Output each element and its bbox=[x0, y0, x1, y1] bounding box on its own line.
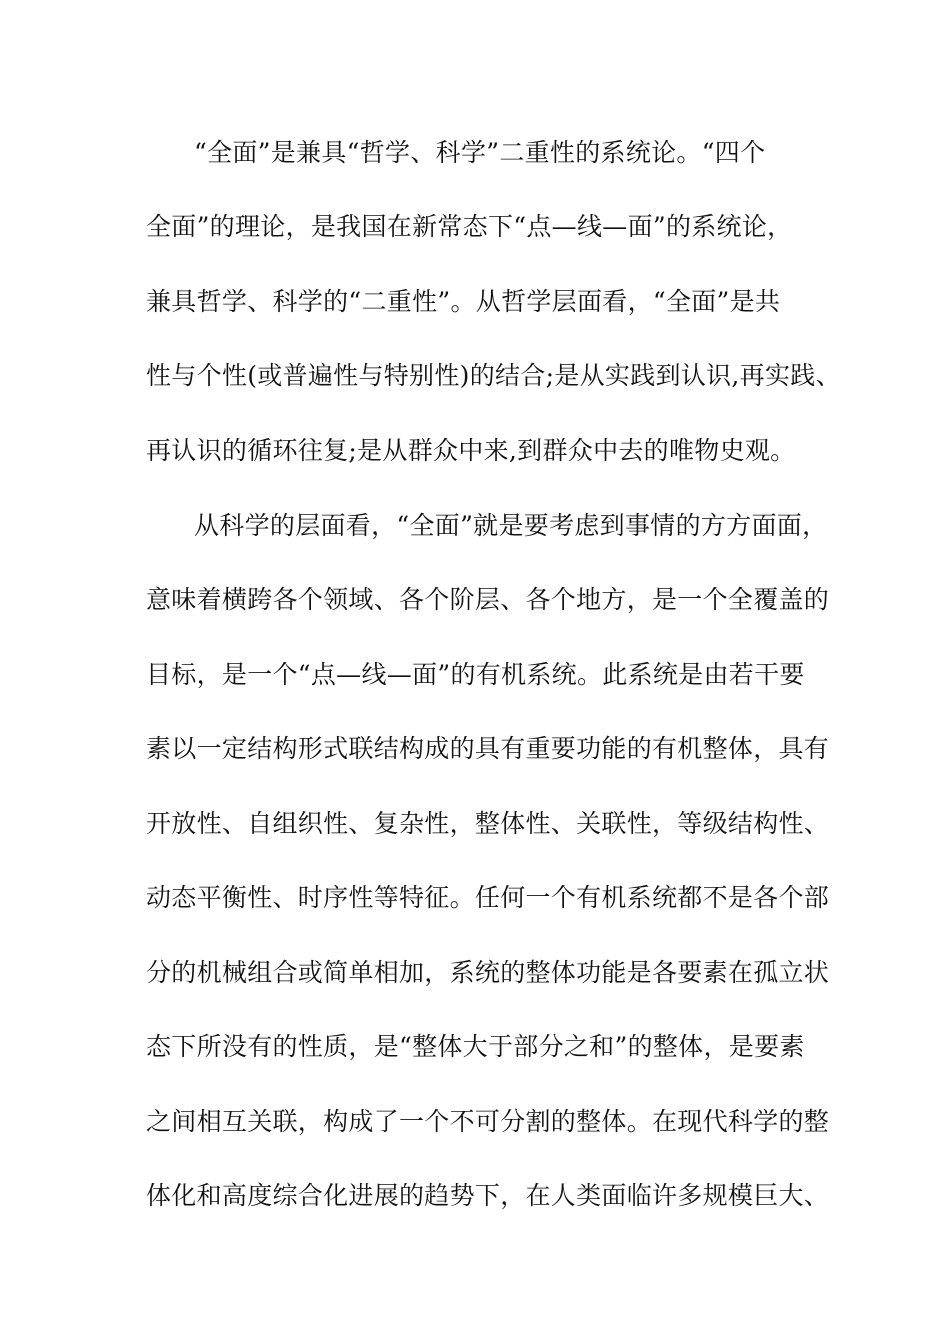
paragraph-2-line-3: 目标，是一个“点—线—面”的有机系统。此系统是由若干要 bbox=[146, 660, 805, 689]
paragraph-1-line-2: 全面”的理论，是我国在新常态下“点—线—面”的系统论， bbox=[146, 212, 793, 241]
paragraph-2-line-8: 态下所没有的性质，是“整体大于部分之和”的整体，是要素 bbox=[146, 1032, 805, 1061]
paragraph-1-line-3: 兼具哲学、科学的“二重性”。从哲学层面看，“全面”是共 bbox=[146, 287, 781, 316]
paragraph-2-line-9: 之间相互关联，构成了一个不可分割的整体。在现代科学的整 bbox=[146, 1107, 830, 1136]
paragraph-2-line-4: 素以一定结构形式联结构成的具有重要功能的有机整体，具有 bbox=[146, 734, 830, 763]
paragraph-1-line-1: “全面”是兼具“哲学、科学”二重性的系统论。“四个 bbox=[194, 138, 766, 167]
paragraph-2-line-10: 体化和高度综合化进展的趋势下，在人类面临许多规模巨大、 bbox=[146, 1181, 830, 1210]
paragraph-2-line-6: 动态平衡性、时序性等特征。任何一个有机系统都不是各个部 bbox=[146, 883, 830, 912]
paragraph-2-line-5: 开放性、自组织性、复杂性，整体性、关联性，等级结构性、 bbox=[146, 809, 830, 838]
paragraph-2-line-2: 意味着横跨各个领域、各个阶层、各个地方，是一个全覆盖的 bbox=[146, 585, 830, 614]
paragraph-1-line-4: 性与个性(或普遍性与特别性)的结合;是从实践到认识,再实践、 bbox=[146, 361, 841, 390]
paragraph-1-line-5: 再认识的循环往复;是从群众中来,到群众中去的唯物史观。 bbox=[146, 436, 796, 465]
paragraph-2-line-7: 分的机械组合或简单相加，系统的整体功能是各要素在孤立状 bbox=[146, 958, 830, 987]
paragraph-2-line-1: 从科学的层面看，“全面”就是要考虑到事情的方方面面， bbox=[194, 511, 828, 540]
